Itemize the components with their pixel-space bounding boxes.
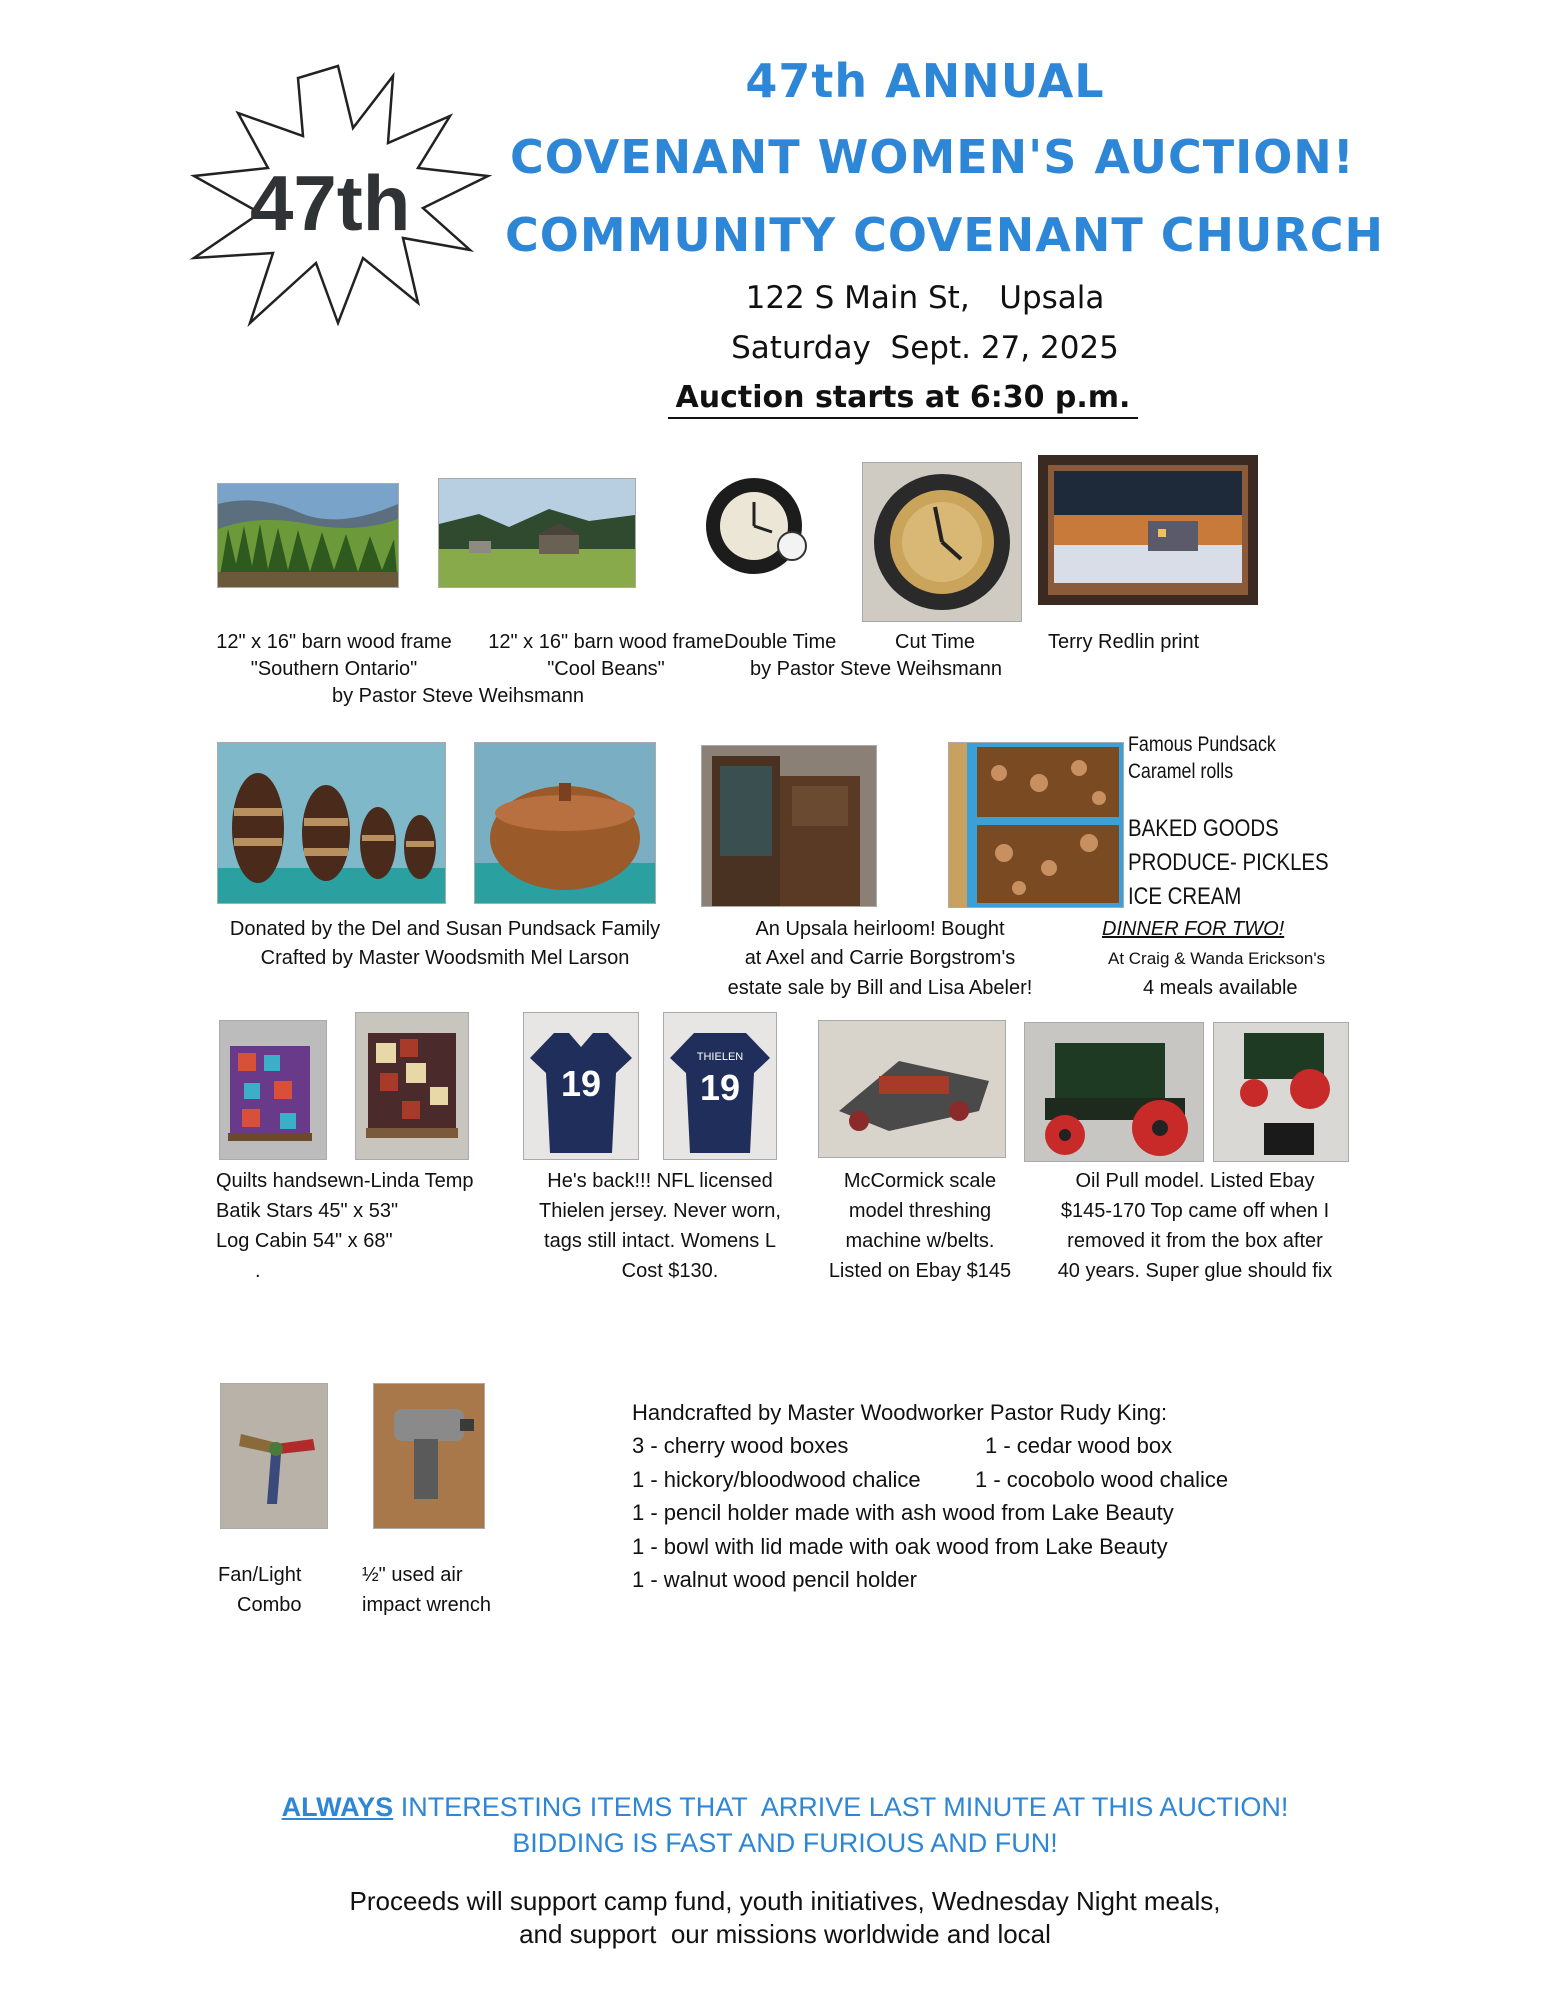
caption-southern-ontario-1: 12" x 16" barn wood frame [216, 631, 452, 653]
photo-southern-ontario [217, 483, 399, 588]
woodwork-walnut-pencil-holder: 1 - walnut wood pencil holder [632, 1567, 917, 1592]
photo-impact-wrench [373, 1383, 485, 1529]
caption-terry-redlin: Terry Redlin print [1048, 631, 1200, 653]
caption-oil-pull-2: $145-170 Top came off when I [1060, 1200, 1330, 1222]
caption-jersey-2: Thielen jersey. Never worn, [539, 1200, 781, 1222]
caption-impact-wrench-2: impact wrench [362, 1594, 491, 1616]
woodwork-bowl-oak: 1 - bowl with lid made with oak wood from Lake Beauty [632, 1534, 1168, 1559]
woodwork-cedar-box: 1 - cedar wood box [985, 1433, 1173, 1458]
caption-heirloom-2: at Axel and Carrie Borgstrom's [744, 947, 1016, 969]
side-caramel-rolls: Caramel rolls [1128, 760, 1234, 783]
caption-fan-light-1: Fan/Light [218, 1564, 302, 1586]
caption-heirloom-3: estate sale by Bill and Lisa Abeler! [727, 977, 1033, 999]
photo-heirloom-cabinet [701, 745, 877, 907]
photo-oil-pull-model-1 [1024, 1022, 1204, 1162]
side-pundsack: Famous Pundsack [1128, 733, 1276, 756]
caption-oil-pull-1: Oil Pull model. Listed Ebay [1075, 1170, 1315, 1192]
caption-row1-artist-1: by Pastor Steve Weihsmann [332, 685, 584, 707]
caption-quilts-4: . [255, 1260, 261, 1282]
photo-caramel-rolls [948, 742, 1124, 908]
caption-fan-light-2: Combo [237, 1594, 302, 1616]
photo-double-time-clock [702, 474, 812, 584]
caption-dinner-location: At Craig & Wanda Erickson's [1108, 949, 1326, 968]
caption-quilts-3: Log Cabin 54" x 68" [216, 1230, 393, 1252]
photo-wood-vases [217, 742, 446, 904]
photo-oil-pull-model-2 [1213, 1022, 1349, 1162]
caption-mccormick-3: machine w/belts. [845, 1230, 995, 1252]
caption-oil-pull-4: 40 years. Super glue should fix [1057, 1260, 1333, 1282]
footer-proceeds-2: and support our missions worldwide and local [519, 1919, 1051, 1949]
caption-heirloom-1: An Upsala heirloom! Bought [755, 918, 1005, 940]
header-line-1: 47th ANNUAL [745, 54, 1105, 108]
caption-jersey-4: Cost $130. [621, 1260, 719, 1282]
jersey-name: THIELEN [696, 1051, 744, 1063]
footer-always: ALWAYS [281, 1792, 394, 1822]
header-line-3: COMMUNITY COVENANT CHURCH [505, 208, 1385, 262]
caption-cool-beans-1: 12" x 16" barn wood frame [488, 631, 724, 653]
caption-mccormick-2: model threshing [848, 1200, 992, 1222]
photo-fan-light [220, 1383, 328, 1529]
caption-dinner-for-two: DINNER FOR TWO! [1102, 918, 1285, 940]
photo-jersey-front [523, 1012, 639, 1160]
footer-bidding: BIDDING IS FAST AND FURIOUS AND FUN! [512, 1828, 1058, 1858]
header-start-time [668, 380, 1138, 419]
caption-meals-available: 4 meals available [1143, 977, 1298, 999]
side-baked-goods: BAKED GOODS [1128, 815, 1279, 842]
caption-oil-pull-3: removed it from the box after [1067, 1230, 1323, 1252]
caption-southern-ontario-2: "Southern Ontario" [250, 658, 418, 680]
photo-cut-time-clock [862, 462, 1022, 622]
footer-proceeds-1: Proceeds will support camp fund, youth initiatives, Wednesday Night meals, [349, 1886, 1221, 1916]
photo-terry-redlin-print [1038, 455, 1258, 605]
caption-quilts-2: Batik Stars 45" x 53" [216, 1200, 399, 1222]
caption-pundsack-family: Donated by the Del and Susan Pundsack Family [229, 918, 661, 940]
caption-row1-artist-2: by Pastor Steve Weihsmann [750, 658, 1002, 680]
header-line-2: COVENANT WOMEN'S AUCTION! [510, 130, 1355, 184]
woodwork-hickory-chalice: 1 - hickory/bloodwood chalice [632, 1467, 921, 1492]
photo-cool-beans [438, 478, 636, 588]
footer-always-line [200, 1792, 1370, 1823]
side-ice-cream: ICE CREAM [1128, 883, 1242, 910]
caption-jersey-1: He's back!!! NFL licensed [547, 1170, 773, 1192]
photo-jersey-back [663, 1012, 777, 1160]
photo-quilt-log-cabin [355, 1012, 469, 1160]
woodwork-pencil-holder-ash: 1 - pencil holder made with ash wood from Lake Beauty [632, 1500, 1174, 1525]
jersey-number-back: 19 [699, 1067, 741, 1108]
header-address: 122 S Main St, Upsala [745, 280, 1105, 316]
caption-mccormick-1: McCormick scale [843, 1170, 997, 1192]
footer-always-rest: INTERESTING ITEMS THAT ARRIVE LAST MINUTE AT THIS AUCTION! [393, 1792, 1289, 1822]
jersey-number-front: 19 [560, 1063, 602, 1104]
caption-quilts-1: Quilts handsewn-Linda Temp [216, 1170, 474, 1192]
woodwork-cocobolo-chalice: 1 - cocobolo wood chalice [975, 1467, 1229, 1492]
caption-jersey-3: tags still intact. Womens L [544, 1230, 776, 1252]
caption-impact-wrench-1: ½" used air [362, 1564, 463, 1586]
woodwork-title: Handcrafted by Master Woodworker Pastor Rudy King: [632, 1400, 1168, 1425]
starburst [188, 58, 498, 348]
caption-double-time: Double Time [724, 631, 837, 653]
woodwork-cherry-boxes: 3 - cherry wood boxes [632, 1433, 849, 1458]
caption-cool-beans-2: "Cool Beans" [547, 658, 665, 680]
side-produce-pickles: PRODUCE- PICKLES [1128, 849, 1329, 876]
photo-wood-bowl [474, 742, 656, 904]
caption-mel-larson: Crafted by Master Woodsmith Mel Larson [260, 947, 630, 969]
header-date: Saturday Sept. 27, 2025 [731, 330, 1119, 366]
caption-cut-time: Cut Time [895, 631, 976, 653]
photo-quilt-batik [219, 1020, 327, 1160]
caption-mccormick-4: Listed on Ebay $145 [828, 1260, 1012, 1282]
start-time-text: Auction starts at 6:30 p.m. [675, 380, 1131, 415]
photo-mccormick-thresher [818, 1020, 1006, 1158]
burst-label: 47th [250, 159, 411, 247]
